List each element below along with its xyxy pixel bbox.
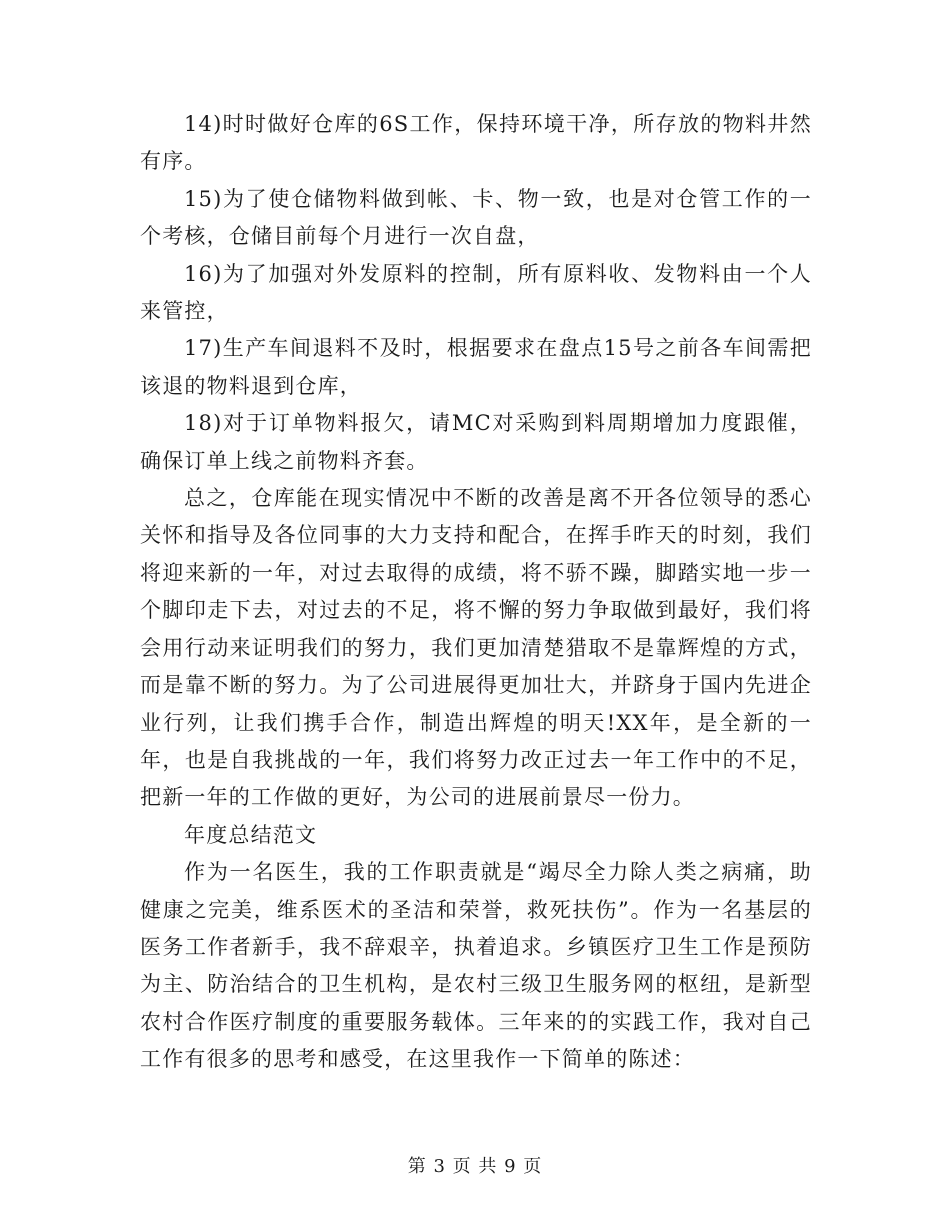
intro-paragraph: 作为一名医生，我的工作职责就是“竭尽全力除人类之病痛，助健康之完美，维系医术的圣洁和荣誉，救死扶伤”。作为一名基层的医务工作者新手，我不辞艰辛，执着追求。乡镇医疗卫生工作是预防为主、防治结合的卫生机构，是农村三级卫生服务网的枢纽，是新型农村合作医疗制度的重要服务载体。三年来的的实践工作，我对自己工作有很多的思考和感受，在这里我作一下简单的陈述： <box>140 860 812 1072</box>
paragraph-item-18: 18)对于订单物料报欠，请MC对采购到料周期增加力度跟催，确保订单上线之前物料齐套。 <box>140 411 812 473</box>
paragraph-item-15: 15)为了使仓储物料做到帐、卡、物一致，也是对仓管工作的一个考核，仓储目前每个月进行一次自盘， <box>140 186 812 249</box>
paragraph-item-14: 14)时时做好仓库的6S工作，保持环境干净，所存放的物料井然有序。 <box>140 112 812 174</box>
page-number-label: 第 3 页 共 9 页 <box>407 1156 543 1177</box>
conclusion-paragraph: 总之，仓库能在现实情况中不断的改善是离不开各位领导的悉心关怀和指导及各位同事的大力支持和配合，在挥手昨天的时刻，我们将迎来新的一年，对过去取得的成绩，将不骄不躁，脚踏实地一步一个脚印走下去，对过去的不足，将不懈的努力争取做到最好，我们将会用行动来证明我们的努力，我们更加清楚猎取不是靠辉煌的方式，而是靠不断的努力。为了公司进展得更加壮大，并跻身于国内先进企业行列，让我们携手合作，制造出辉煌的明天!XX年，是全新的一年，也是自我挑战的一年，我们将努力改正过去一年工作中的不足，把新一年的工作做的更好，为公司的进展前景尽一份力。 <box>140 486 812 810</box>
paragraph-item-16: 16)为了加强对外发原料的控制，所有原料收、发物料由一个人来管控， <box>140 261 812 324</box>
paragraph-item-17: 17)生产车间退料不及时，根据要求在盘点15号之前各车间需把该退的物料退到仓库， <box>140 336 812 398</box>
page-footer <box>0 1152 950 1178</box>
section-title: 年度总结范文 <box>184 822 318 847</box>
document-body <box>140 106 812 1079</box>
